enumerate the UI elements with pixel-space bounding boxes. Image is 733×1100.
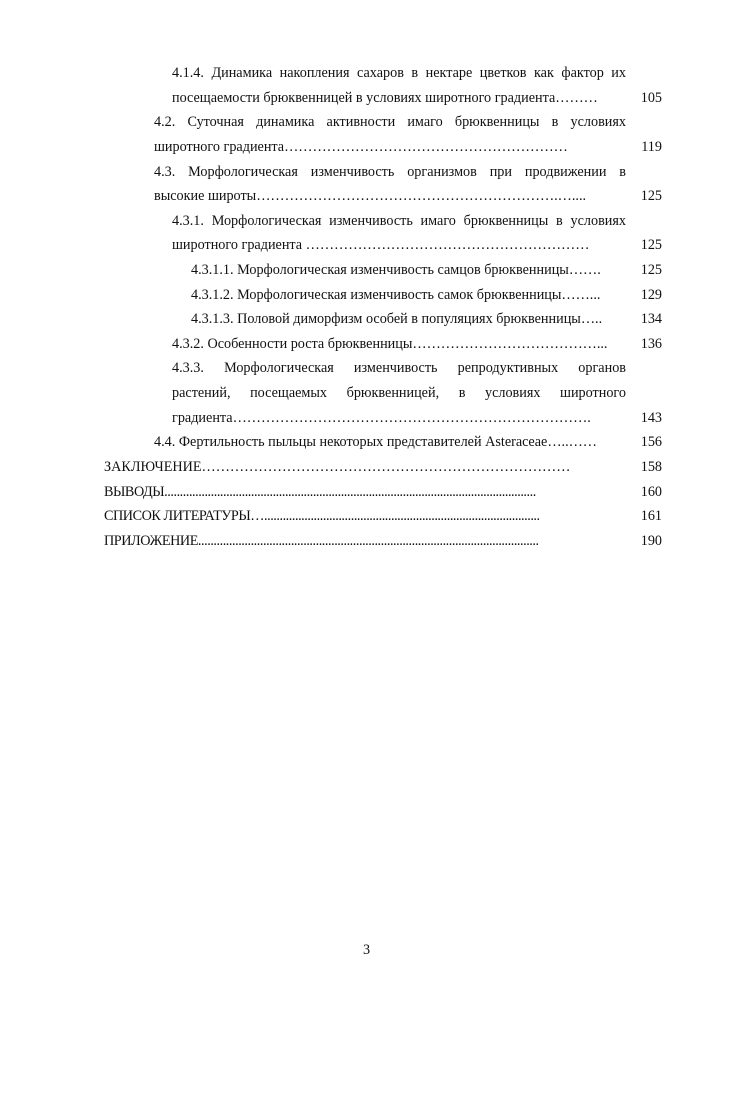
toc-entry-4-4: 4.4. Фертильность пыльцы некоторых представителей Asteraceae…..…… xyxy=(154,434,597,450)
toc-entry-4-3-3-line-1: 4.3.3. Морфологическая изменчивость репродуктивных органов xyxy=(172,360,626,376)
toc-entry-4-1-4-line-1: 4.1.4. Динамика накопления сахаров в нектаре цветков как фактор их xyxy=(172,65,626,81)
toc-entry-4-1-4-line-2: посещаемости брюквенницей в условиях широтного градиента……… xyxy=(172,90,598,106)
toc-entry-4-3-2-page: 136 xyxy=(640,336,662,352)
toc-entry-appendix: ПРИЛОЖЕНИЕ.............................................................................................................. xyxy=(104,533,539,549)
toc-entry-4-3-1-page: 125 xyxy=(640,237,662,253)
toc-entry-4-1-4-page: 105 xyxy=(640,90,662,106)
toc-entry-4-2-line-2: широтного градиента…………………………………………………… xyxy=(154,139,568,155)
toc-entry-4-3-3-page: 143 xyxy=(640,410,662,426)
toc-entry-4-3-1-2: 4.3.1.2. Морфологическая изменчивость самок брюквенницы……... xyxy=(191,287,601,303)
toc-entry-conclusion-page: 158 xyxy=(640,459,662,475)
toc-entry-4-4-page: 156 xyxy=(640,434,662,450)
toc-entry-4-3-2: 4.3.2. Особенности роста брюквенницы…………………………………... xyxy=(172,336,608,352)
toc-entry-4-3-3-line-2: растений, посещаемых брюквенницей, в условиях широтного xyxy=(172,385,626,401)
toc-entry-4-3-line-2: высокие широты……………………………………………………….….... xyxy=(154,188,587,204)
toc-entry-findings-page: 160 xyxy=(640,484,662,500)
toc-entry-references: СПИСОК ЛИТЕРАТУРЫ…......................................................................................... xyxy=(104,508,540,524)
toc-entry-4-3-1-3-page: 134 xyxy=(640,311,662,327)
toc-entry-4-3-1-3: 4.3.1.3. Половой диморфизм особей в популяциях брюквенницы….. xyxy=(191,311,603,327)
toc-entry-4-3-1-line-2: широтного градиента …………………………………………………… xyxy=(172,237,590,253)
toc-entry-references-page: 161 xyxy=(640,508,662,524)
toc-entry-4-3-page: 125 xyxy=(640,188,662,204)
toc-entry-4-3-line-1: 4.3. Морфологическая изменчивость организмов при продвижении в xyxy=(154,164,626,180)
toc-entry-findings: ВЫВОДЫ........................................................................................................................ xyxy=(104,484,536,500)
toc-entry-4-2-line-1: 4.2. Суточная динамика активности имаго брюквенницы в условиях xyxy=(154,114,626,130)
page-number: 3 xyxy=(362,942,371,958)
toc-entry-appendix-page: 190 xyxy=(640,533,662,549)
toc-entry-4-3-1-1-page: 125 xyxy=(640,262,662,278)
toc-entry-4-2-page: 119 xyxy=(641,139,662,155)
toc-entry-conclusion: ЗАКЛЮЧЕНИЕ…………………………………………………………………… xyxy=(104,459,571,475)
toc-entry-4-3-3-line-3: градиента…………………………………………………………………. xyxy=(172,410,591,426)
toc-entry-4-3-1-2-page: 129 xyxy=(640,287,662,303)
toc-entry-4-3-1-1: 4.3.1.1. Морфологическая изменчивость самцов брюквенницы……. xyxy=(191,262,601,278)
toc-entry-4-3-1-line-1: 4.3.1. Морфологическая изменчивость имаго брюквенницы в условиях xyxy=(172,213,626,229)
